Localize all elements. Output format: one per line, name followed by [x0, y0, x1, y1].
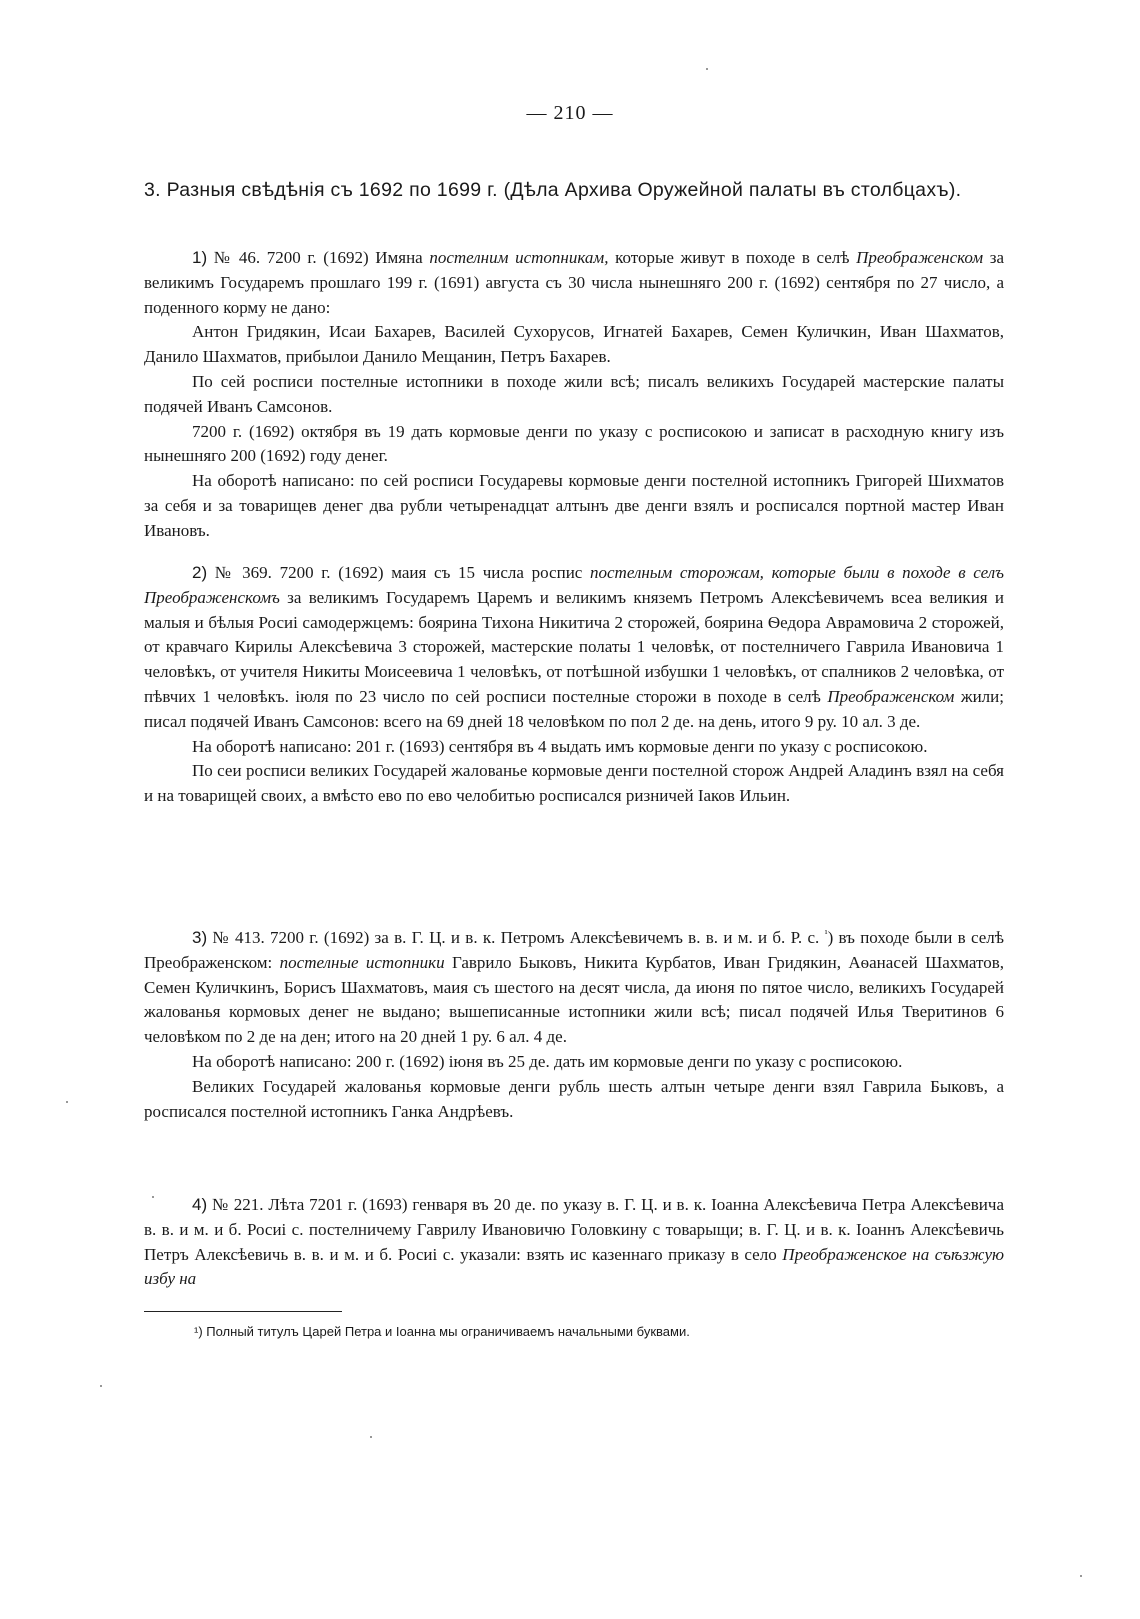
scan-speck	[370, 1436, 372, 1438]
entry-paragraph	[144, 1075, 1004, 1125]
body-text: за великимъ Государемъ прошлаго 199 г. (1691) августа съ 30 числа нынешняго 200 г. (1692) сентября по 27 число, а поденного корму не дано:	[144, 248, 1004, 317]
entry-4	[144, 1193, 1004, 1292]
page-number: — 210 —	[526, 102, 614, 124]
entry-paragraph	[144, 735, 1004, 760]
body-text: № 221. Лѣта 7201 г. (1693) генваря въ 20 де. по указу в. Г. Ц. и в. к. Іоанна Алексѣевича Петра Алексѣевича в. в. и м. и б. Росиі с. постелничему Гаврилу Ивановичю Головкину с товарыщи; в. Г. Ц. и в. к. Іоаннъ Алексѣевичь Петръ Алексѣевичь в. в. и м. и б. Росиі с. указали: взять ис казеннаго приказу в село	[144, 1195, 1004, 1264]
body-text: жили; писал подячей Иванъ Самсонов: всего на 69 дней 18 человѣком по пол 2 де. на день, итого 9 ру. 10 ал. 3 де.	[144, 686, 1004, 731]
entry-paragraph	[144, 469, 1004, 543]
body-text: Антон Гридякин, Исаи Бахарев, Василей Сухорусов, Игнатей Бахарев, Семен Куличкин, Иван Шахматов, Данило Шахматов, прибылои Данило Мещанин, Петръ Бахарев.	[144, 322, 1004, 367]
entry-paragraph	[144, 1050, 1004, 1075]
entry-number: 1)	[192, 248, 208, 267]
body-text: № 413. 7200 г. (1692) за в. Г. Ц. и в. к. Петромъ Алексѣевичемъ в. в. и м. и б. Р. с.	[207, 928, 825, 947]
body-text: По сей росписи постелные истопники в походе жили всѣ; писалъ великихъ Государей мастерские палаты подячей Иванъ Самсонов.	[144, 371, 1004, 416]
entry-paragraph	[144, 320, 1004, 370]
section-title: 3. Разныя свѣдѣнія съ 1692 по 1699 г. (Дѣла Архива Оружейной палаты въ столбцахъ).	[144, 179, 962, 201]
scan-speck	[66, 1101, 68, 1103]
entry-paragraph	[144, 561, 1004, 735]
entry-1	[144, 246, 1004, 544]
body-text: № 369. 7200 г. (1692) маия съ 15 числа роспис	[207, 563, 591, 582]
scan-speck	[706, 68, 708, 70]
scan-speck	[100, 1385, 102, 1387]
entry-paragraph	[144, 759, 1004, 809]
italic-text: Преображенском	[856, 248, 984, 267]
entry-paragraph	[144, 420, 1004, 470]
body-text: На оборотѣ написано: 201 г. (1693) сентября въ 4 выдать имъ кормовые денги по указу с росписокою.	[192, 736, 928, 756]
entry-paragraph	[144, 370, 1004, 420]
footnote: ¹) Полный титулъ Царей Петра и Іоанна мы ограничиваемъ начальными буквами.	[194, 1324, 690, 1339]
italic-text: постелные истопники	[279, 952, 445, 972]
body-text: за великимъ Государемъ Царемъ и великимъ княземъ Петромъ Алексѣевичемъ всеа великия и малыя и бѣлыя Росиі самодержцемъ: боярина Тихона Никитича 2 сторожей, боярина Ѳедора Аврамовича 2 сторожей, от кравчаго Кирилы Алексѣевича 3 сторожей, мастерские полаты 1 человѣк, от постелничего Гаврила Ивановича 1 человѣкъ, от учителя Никиты Моисеевича 1 человѣкъ, от потѣшной избушки 1 человѣкъ, от спалников 2 человѣка, от пѣвчих 1 человѣкъ. іюля по 23 число по сей росписи постелные сторожи в походе в селѣ	[144, 587, 1004, 706]
body-text: По сеи росписи великих Государей жалованье кормовые денги постелной сторож Андрей Аладинъ взял на себя и на товарищей своих, а вмѣсто ево по ево челобитью росписался ризничей Іаков Ильин.	[144, 761, 1004, 806]
body-text: На оборотѣ написано: 200 г. (1692) іюня въ 25 де. дать им кормовые денги по указу с росписокою.	[192, 1051, 903, 1071]
body-text: № 46. 7200 г. (1692) Имяна	[207, 248, 430, 267]
italic-text: Преображенском	[827, 686, 955, 706]
body-text: Гаврило Быковъ, Никита Курбатов, Иван Гридякин, Аѳанасей Шахматов, Семен Куличкинъ, Борисъ Шахматовъ, маия съ шестого на десят числа, да июня по пятое число, великихъ Государей жалованья кормовых денег не выдано; вышеписанные истопники жили всѣ; писал подячей Илья Тверитинов 6 человѣком по 2 де на ден; итого на 20 дней 1 ру. 6 ал. 4 де.	[144, 952, 1005, 1047]
body-text: 7200 г. (1692) октября въ 19 дать кормовые денги по указу с росписокою и записат в расходную книгу изъ нынешняго 200 (1692) году денег.	[144, 421, 1004, 466]
entry-paragraph	[144, 1193, 1004, 1292]
entry-paragraph	[144, 926, 1004, 1050]
scan-speck	[152, 1196, 154, 1198]
body-text: которые живут в походе в селѣ	[608, 248, 857, 267]
italic-text: постелным сторожам, которые были в походе в селъ Преображенскомъ	[144, 563, 1004, 607]
scan-speck	[1080, 1575, 1082, 1577]
footnote-marker: ¹	[824, 928, 828, 940]
body-text: Великих Государей жалованья кормовые денги рубль шесть алтын четыре денги взял Гаврила Быковъ, а росписался постелной истопникъ Ганка Андрѣевъ.	[144, 1076, 1004, 1121]
italic-text: постелним истопникам,	[429, 248, 609, 267]
footnote-divider	[144, 1311, 342, 1312]
entry-2	[144, 561, 1004, 809]
entry-number: 4)	[192, 1195, 208, 1214]
entry-number: 2)	[192, 563, 208, 582]
italic-text: Преображенское на съѣзжую избу на	[144, 1244, 1004, 1289]
body-text: ) въ походе были в селѣ Преображенском:	[144, 928, 1005, 972]
entry-3	[144, 926, 1004, 1124]
body-text: На оборотѣ написано: по сей росписи Государевы кормовые денги постелной истопникъ Григорей Шихматов за себя и за товарищев денег два рубли четыренадцат алтынъ две денги взялъ и росписался портной мастер Иван Ивановъ.	[144, 471, 1004, 540]
entry-number: 3)	[192, 928, 208, 947]
entry-paragraph	[144, 246, 1004, 320]
